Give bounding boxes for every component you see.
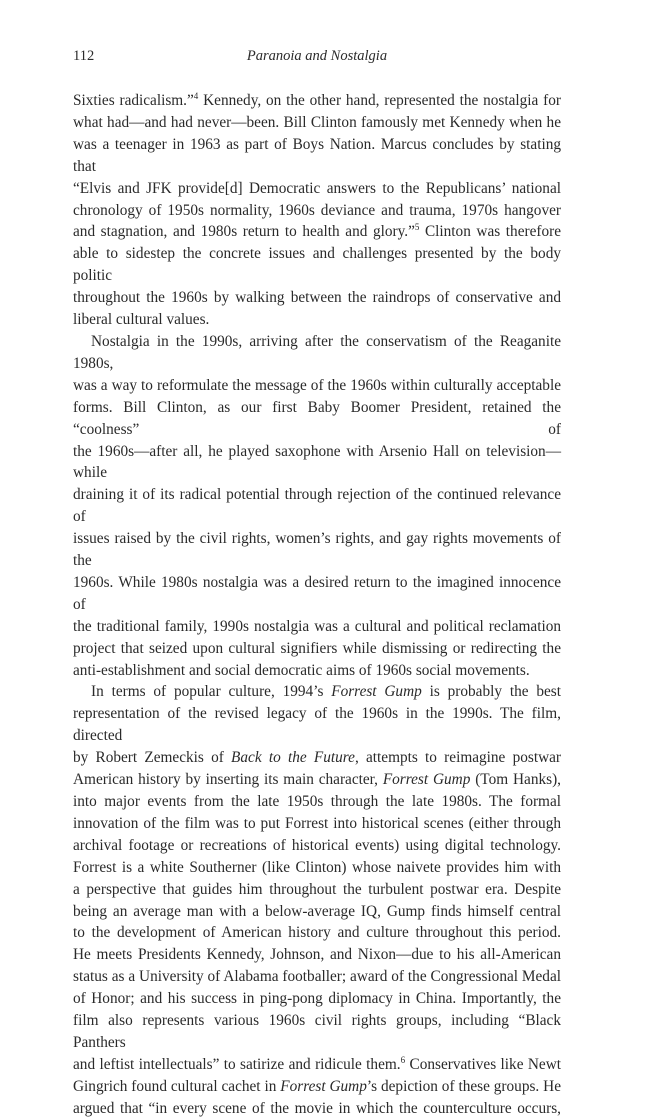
text-line: being an average man with a below-average IQ, Gump finds himself central (73, 902, 561, 920)
body-text (73, 90, 561, 1120)
paragraph-3 (73, 681, 561, 1119)
text-line: project that seized upon cultural signifiers while dismissing or redirecting the (73, 639, 561, 657)
text-line: by Robert Zemeckis of Back to the Future, attempts to reimagine postwar (73, 749, 561, 767)
text-line: Gingrich found cultural cachet in Forrest Gump’s depiction of these groups. He (73, 1077, 561, 1095)
text-line: and stagnation, and 1980s return to health and glory.”$^5$ Clinton was therefore (73, 222, 562, 241)
text-line: what had—and had never—been. Bill Clinton famously met Kennedy when he (73, 113, 561, 131)
text-line: throughout the 1960s by walking between the raindrops of conservative and (73, 289, 561, 307)
text-line: issues raised by the civil rights, women’s rights, and gay rights movements of the (73, 530, 561, 570)
text-line: Nostalgia in the 1990s, arriving after the conservatism of the Reaganite 1980s, (73, 332, 561, 372)
text-line: was a teenager in 1963 as part of Boys Nation. Marcus concludes by stating that (73, 135, 561, 175)
text-line: the traditional family, 1990s nostalgia was a cultural and political reclamation (73, 617, 561, 635)
running-head: Paranoia and Nostalgia (246, 48, 388, 64)
text-line: film also represents various 1960s civil rights groups, including “Black Panthers (73, 1012, 561, 1051)
text-line: argued that “in every scene of the movie in which the counterculture occurs, (73, 1099, 561, 1117)
text-line: Sixties radicalism.”$^4$ Kennedy, on the other hand, represented the nostalgia for (73, 90, 561, 109)
text-line: of Honor; and his success in ping-pong diplomacy in China. Importantly, the (73, 990, 561, 1008)
text-line: anti-establishment and social democratic aims of 1960s social movements. (73, 661, 530, 679)
text-line: into major events from the late 1950s through the late 1980s. The formal (73, 793, 561, 810)
text-line: was a way to reformulate the message of the 1960s within culturally acceptable (73, 376, 561, 394)
paragraph-1 (73, 90, 561, 331)
text-line: to the development of American history and culture throughout this period. (73, 924, 561, 942)
text-line: representation of the revised legacy of the 1960s in the 1990s. The film, directed (73, 705, 561, 745)
text-line: In terms of popular culture, 1994’s Forrest Gump is probably the best (91, 683, 561, 701)
text-line: archival footage or recreations of historical events) using digital technology. (73, 836, 561, 854)
text-line: Forrest is a white Southerner (like Clinton) whose naivete provides him with (73, 858, 561, 876)
text-line: forms. Bill Clinton, as our first Baby Boomer President, retained the “coolness” of (73, 398, 561, 438)
text-line: innovation of the film was to put Forrest into historical scenes (either through (73, 814, 561, 832)
text-line: draining it of its radical potential through rejection of the continued relevance of (73, 486, 561, 526)
text-line: able to sidestep the concrete issues and challenges presented by the body politic (73, 245, 561, 285)
text-line: a perspective that guides him throughout the turbulent postwar era. Despite (73, 880, 561, 898)
text-line: liberal cultural values. (73, 311, 210, 329)
text-line: status as a University of Alabama footballer; award of the Congressional Medal (73, 968, 561, 986)
page-header (73, 48, 561, 66)
text-line: and leftist intellectuals” to satirize and ridicule them.$^6$ Conservatives like Newt (73, 1054, 562, 1073)
text-line: American history by inserting its main character, Forrest Gump (Tom Hanks), (73, 771, 561, 789)
page-number: 112 (73, 48, 95, 64)
paragraph-2 (73, 331, 561, 682)
text-line: the 1960s—after all, he played saxophone with Arsenio Hall on television—while (73, 442, 561, 482)
text-line: He meets Presidents Kennedy, Johnson, and Nixon—due to his all-American (73, 946, 561, 964)
text-line: 1960s. While 1980s nostalgia was a desired return to the imagined innocence of (73, 573, 561, 613)
text-line: chronology of 1950s normality, 1960s deviance and trauma, 1970s hangover (73, 201, 561, 219)
text-line: “Elvis and JFK provide[d] Democratic answers to the Republicans’ national (73, 179, 561, 197)
